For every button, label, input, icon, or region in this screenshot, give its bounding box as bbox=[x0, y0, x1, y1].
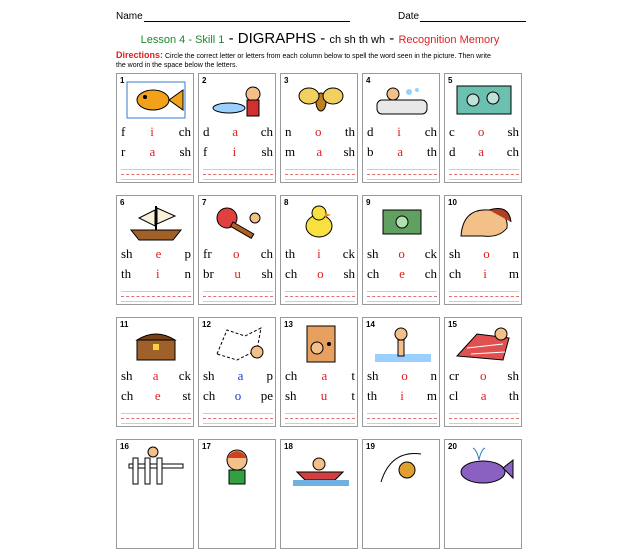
shut-picture bbox=[289, 324, 351, 364]
letter-row bbox=[285, 246, 355, 262]
letter-choice[interactable]: r bbox=[121, 144, 126, 159]
whip-picture bbox=[371, 446, 433, 486]
worksheet-cell bbox=[280, 317, 358, 427]
letter-choice[interactable]: f bbox=[121, 124, 126, 139]
cell-number: 9 bbox=[366, 198, 371, 207]
letter-choice[interactable]: ch bbox=[424, 124, 437, 139]
write-line[interactable] bbox=[203, 423, 273, 424]
cloth-picture bbox=[453, 324, 515, 364]
letter-row bbox=[121, 266, 191, 282]
cell-number: 1 bbox=[120, 76, 125, 85]
write-line[interactable] bbox=[367, 413, 437, 414]
letter-choice[interactable]: th bbox=[508, 388, 519, 403]
vowel-choice[interactable]: i bbox=[232, 144, 237, 159]
worksheet-cell bbox=[362, 73, 440, 183]
write-line[interactable] bbox=[285, 291, 355, 292]
letter-choice[interactable]: d bbox=[449, 144, 456, 159]
vowel-choice[interactable]: i bbox=[400, 388, 404, 403]
fish-picture bbox=[125, 80, 187, 120]
letter-row bbox=[449, 144, 519, 160]
cell-number: 7 bbox=[202, 198, 207, 207]
worksheet-cell bbox=[362, 195, 440, 305]
letter-choice[interactable]: p bbox=[184, 246, 191, 261]
title-separator: - bbox=[385, 30, 399, 47]
chin-picture bbox=[453, 202, 515, 242]
letter-choice[interactable]: ch bbox=[285, 266, 298, 281]
vowel-choice[interactable]: o bbox=[477, 124, 485, 139]
worksheet-cell bbox=[444, 317, 522, 427]
letter-choice[interactable]: sh bbox=[121, 368, 133, 383]
letter-row bbox=[285, 266, 355, 282]
vowel-choice[interactable]: a bbox=[237, 368, 244, 383]
vowel-choice[interactable]: o bbox=[317, 266, 324, 281]
shape-picture bbox=[207, 324, 269, 364]
worksheet-cell bbox=[280, 73, 358, 183]
letter-choice[interactable]: t bbox=[351, 388, 355, 403]
write-line[interactable] bbox=[449, 296, 519, 297]
vowel-choice[interactable]: o bbox=[314, 124, 322, 139]
write-line[interactable] bbox=[203, 169, 273, 170]
name-label: Name bbox=[116, 11, 143, 22]
write-line[interactable] bbox=[121, 291, 191, 292]
write-line[interactable] bbox=[367, 174, 437, 175]
write-line[interactable] bbox=[203, 413, 273, 414]
vowel-choice[interactable]: o bbox=[232, 246, 240, 261]
letter-row bbox=[449, 124, 519, 140]
letter-choice[interactable]: p bbox=[266, 368, 273, 383]
write-line[interactable] bbox=[203, 418, 273, 419]
write-line[interactable] bbox=[449, 301, 519, 302]
cell-number: 20 bbox=[448, 442, 457, 451]
write-line[interactable] bbox=[285, 296, 355, 297]
cash-picture bbox=[453, 80, 515, 120]
letter-choice[interactable]: br bbox=[203, 266, 214, 281]
worksheet-cell bbox=[362, 317, 440, 427]
letter-row bbox=[449, 246, 519, 262]
letter-choice[interactable]: sh bbox=[343, 144, 355, 159]
letter-choice[interactable]: st bbox=[182, 388, 191, 403]
cell-number: 19 bbox=[366, 442, 375, 451]
letter-row bbox=[121, 144, 191, 160]
cell-number: 18 bbox=[284, 442, 293, 451]
check-picture bbox=[371, 202, 433, 242]
cell-number: 14 bbox=[366, 320, 375, 329]
write-line[interactable] bbox=[449, 179, 519, 180]
write-line[interactable] bbox=[121, 179, 191, 180]
write-line[interactable] bbox=[285, 301, 355, 302]
write-line[interactable] bbox=[367, 301, 437, 302]
letter-row bbox=[367, 124, 437, 140]
vowel-choice[interactable]: i bbox=[397, 124, 401, 139]
cell-number: 4 bbox=[366, 76, 371, 85]
cell-number: 3 bbox=[284, 76, 289, 85]
letter-choice[interactable]: ch bbox=[285, 368, 298, 383]
letter-row bbox=[203, 266, 273, 282]
letter-choice[interactable]: ch bbox=[424, 266, 437, 281]
letter-choice[interactable]: sh bbox=[507, 368, 519, 383]
write-line[interactable] bbox=[367, 418, 437, 419]
write-line[interactable] bbox=[367, 179, 437, 180]
write-line[interactable] bbox=[367, 423, 437, 424]
page-title bbox=[0, 30, 640, 48]
vowel-choice[interactable]: a bbox=[480, 388, 487, 403]
letter-choice[interactable]: pe bbox=[260, 388, 273, 403]
letter-choice[interactable]: sh bbox=[285, 388, 297, 403]
cell-number: 12 bbox=[202, 320, 211, 329]
worksheet-cell bbox=[280, 195, 358, 305]
letter-choice[interactable]: n bbox=[184, 266, 191, 281]
directions-label: Directions: bbox=[116, 50, 164, 60]
cell-number: 5 bbox=[448, 76, 453, 85]
title-separator: - bbox=[316, 30, 330, 47]
cell-number: 16 bbox=[120, 442, 129, 451]
letter-choice[interactable]: sh bbox=[261, 266, 273, 281]
letter-row bbox=[367, 246, 437, 262]
write-line[interactable] bbox=[121, 301, 191, 302]
letter-choice[interactable]: m bbox=[426, 388, 437, 403]
cell-number: 11 bbox=[120, 320, 129, 329]
write-line[interactable] bbox=[121, 423, 191, 424]
directions bbox=[116, 51, 496, 70]
letter-choice[interactable]: sh bbox=[179, 144, 191, 159]
letter-choice[interactable]: n bbox=[285, 124, 292, 139]
worksheet-cell bbox=[198, 73, 276, 183]
letter-choice[interactable]: sh bbox=[507, 124, 519, 139]
date-field[interactable] bbox=[398, 11, 526, 22]
letter-choice[interactable]: c bbox=[449, 124, 455, 139]
vowel-choice[interactable]: i bbox=[150, 124, 154, 139]
vowel-choice[interactable]: u bbox=[234, 266, 241, 281]
letter-row bbox=[367, 388, 437, 404]
letter-row bbox=[203, 246, 273, 262]
letter-choice[interactable]: ch bbox=[178, 124, 191, 139]
letter-choice[interactable]: sh bbox=[203, 368, 215, 383]
letter-choice[interactable]: cl bbox=[449, 388, 459, 403]
letter-choice[interactable]: cr bbox=[449, 368, 460, 383]
dish-picture bbox=[207, 80, 269, 120]
letter-choice[interactable]: fr bbox=[203, 246, 212, 261]
vowel-choice[interactable]: o bbox=[483, 246, 490, 261]
write-line[interactable] bbox=[285, 174, 355, 175]
cell-number: 6 bbox=[120, 198, 125, 207]
write-line[interactable] bbox=[449, 174, 519, 175]
letter-row bbox=[449, 368, 519, 384]
letter-choice[interactable]: th bbox=[344, 124, 355, 139]
letter-row bbox=[449, 388, 519, 404]
worksheet-cell bbox=[362, 439, 440, 549]
date-rule[interactable] bbox=[420, 11, 526, 22]
vowel-choice[interactable]: a bbox=[232, 124, 238, 139]
vowel-choice[interactable]: o bbox=[234, 388, 242, 403]
name-rule[interactable] bbox=[144, 11, 350, 22]
bath-picture bbox=[371, 80, 433, 120]
write-line[interactable] bbox=[449, 423, 519, 424]
letter-choice[interactable]: t bbox=[351, 368, 355, 383]
ship-picture bbox=[125, 202, 187, 242]
chest-picture bbox=[125, 324, 187, 364]
worksheet-cell bbox=[116, 317, 194, 427]
vowel-choice[interactable]: i bbox=[317, 246, 321, 261]
letter-choice[interactable]: d bbox=[367, 124, 374, 139]
title-mode: Recognition Memory bbox=[398, 34, 500, 46]
vowel-choice[interactable]: o bbox=[401, 368, 408, 383]
letter-row bbox=[121, 368, 191, 384]
letter-choice[interactable]: ck bbox=[342, 246, 355, 261]
write-line[interactable] bbox=[203, 291, 273, 292]
letter-choice[interactable]: n bbox=[430, 368, 437, 383]
letter-choice[interactable]: m bbox=[285, 144, 296, 159]
moth-picture bbox=[289, 80, 351, 120]
letter-row bbox=[367, 266, 437, 282]
chick-picture bbox=[289, 202, 351, 242]
cell-number: 10 bbox=[448, 198, 457, 207]
letter-choice[interactable]: sh bbox=[367, 246, 379, 261]
write-line[interactable] bbox=[203, 179, 273, 180]
worksheet-cell bbox=[116, 195, 194, 305]
write-line[interactable] bbox=[367, 291, 437, 292]
worksheet-cell bbox=[444, 73, 522, 183]
worksheet-cell bbox=[444, 195, 522, 305]
name-field[interactable] bbox=[116, 11, 350, 22]
letter-choice[interactable]: sh bbox=[261, 144, 273, 159]
write-line[interactable] bbox=[121, 418, 191, 419]
letter-choice[interactable]: ck bbox=[178, 368, 191, 383]
vowel-choice[interactable]: u bbox=[320, 388, 328, 403]
letter-choice[interactable]: sh bbox=[449, 246, 461, 261]
letter-row bbox=[203, 124, 273, 140]
letter-choice[interactable]: ch bbox=[260, 246, 273, 261]
write-line[interactable] bbox=[285, 169, 355, 170]
worksheet-cell bbox=[280, 439, 358, 549]
write-line[interactable] bbox=[285, 418, 355, 419]
vowel-choice[interactable]: e bbox=[154, 388, 161, 403]
letter-choice[interactable]: ch bbox=[367, 266, 380, 281]
letter-row bbox=[285, 144, 355, 160]
brush-picture bbox=[207, 202, 269, 242]
letter-choice[interactable]: n bbox=[512, 246, 519, 261]
letter-row bbox=[285, 124, 355, 140]
letter-choice[interactable]: ch bbox=[203, 388, 216, 403]
title-main: DIGRAPHS bbox=[237, 30, 317, 47]
fence-picture bbox=[125, 446, 187, 486]
letter-choice[interactable]: th bbox=[285, 246, 296, 261]
girl-picture bbox=[207, 446, 269, 486]
letter-row bbox=[203, 368, 273, 384]
letter-choice[interactable]: th bbox=[367, 388, 378, 403]
write-line[interactable] bbox=[367, 169, 437, 170]
letter-choice[interactable]: sh bbox=[121, 246, 133, 261]
write-line[interactable] bbox=[203, 296, 273, 297]
letter-row bbox=[121, 388, 191, 404]
vowel-choice[interactable]: e bbox=[155, 246, 162, 261]
letter-choice[interactable]: d bbox=[203, 124, 210, 139]
vowel-choice[interactable]: i bbox=[156, 266, 160, 281]
boat-picture bbox=[289, 446, 351, 486]
letter-choice[interactable]: b bbox=[367, 144, 374, 159]
write-line[interactable] bbox=[203, 174, 273, 175]
letter-choice[interactable]: th bbox=[426, 144, 437, 159]
letter-row bbox=[285, 388, 355, 404]
write-line[interactable] bbox=[285, 413, 355, 414]
lesson-label: Lesson 4 - Skill 1 bbox=[140, 34, 225, 46]
cell-number: 2 bbox=[202, 76, 207, 85]
write-line[interactable] bbox=[449, 418, 519, 419]
vowel-choice[interactable]: a bbox=[152, 368, 159, 383]
write-line[interactable] bbox=[285, 179, 355, 180]
letter-choice[interactable]: m bbox=[508, 266, 519, 281]
letter-row bbox=[121, 124, 191, 140]
letter-row bbox=[367, 144, 437, 160]
letter-row bbox=[203, 388, 273, 404]
vowel-choice[interactable]: a bbox=[478, 144, 484, 159]
write-line[interactable] bbox=[449, 291, 519, 292]
letter-choice[interactable]: ck bbox=[424, 246, 437, 261]
vowel-choice[interactable]: i bbox=[483, 266, 487, 281]
letter-row bbox=[203, 144, 273, 160]
write-line[interactable] bbox=[285, 423, 355, 424]
letter-choice[interactable]: ch bbox=[121, 388, 134, 403]
write-line[interactable] bbox=[203, 301, 273, 302]
worksheet-cell bbox=[444, 439, 522, 549]
write-line[interactable] bbox=[449, 169, 519, 170]
whale-picture bbox=[453, 446, 515, 486]
date-label: Date bbox=[398, 11, 420, 22]
vowel-choice[interactable]: e bbox=[399, 266, 405, 281]
vowel-choice[interactable]: a bbox=[149, 144, 156, 159]
cell-number: 13 bbox=[284, 320, 293, 329]
letter-choice[interactable]: th bbox=[121, 266, 132, 281]
vowel-choice[interactable]: o bbox=[480, 368, 487, 383]
letter-choice[interactable]: ch bbox=[506, 144, 519, 159]
write-line[interactable] bbox=[367, 296, 437, 297]
write-line[interactable] bbox=[121, 174, 191, 175]
cell-number: 17 bbox=[202, 442, 211, 451]
write-line[interactable] bbox=[121, 296, 191, 297]
vowel-choice[interactable]: o bbox=[398, 246, 405, 261]
worksheet-cell bbox=[116, 439, 194, 549]
worksheet-grid bbox=[116, 73, 526, 493]
directions-text: Circle the correct letter or letters from each column below to spell the word seen in the picture. Then write the word in the space below the letters. bbox=[116, 53, 491, 69]
worksheet-cell bbox=[198, 439, 276, 549]
letter-row bbox=[367, 368, 437, 384]
worksheet-cell bbox=[198, 195, 276, 305]
worksheet-cell bbox=[116, 73, 194, 183]
write-line[interactable] bbox=[449, 413, 519, 414]
cell-number: 15 bbox=[448, 320, 457, 329]
letter-choice[interactable]: ch bbox=[449, 266, 462, 281]
letter-row bbox=[449, 266, 519, 282]
vowel-choice[interactable]: a bbox=[321, 368, 328, 383]
letter-row bbox=[121, 246, 191, 262]
vowel-choice[interactable]: a bbox=[316, 144, 323, 159]
letter-choice[interactable]: f bbox=[203, 144, 208, 159]
letter-choice[interactable]: sh bbox=[367, 368, 379, 383]
thin-picture bbox=[371, 324, 433, 364]
worksheet-cell bbox=[198, 317, 276, 427]
letter-choice[interactable]: sh bbox=[343, 266, 355, 281]
cell-number: 8 bbox=[284, 198, 289, 207]
title-digraphs: ch sh th wh bbox=[329, 34, 386, 46]
vowel-choice[interactable]: a bbox=[397, 144, 404, 159]
write-line[interactable] bbox=[121, 413, 191, 414]
letter-row bbox=[285, 368, 355, 384]
title-separator: - bbox=[224, 30, 238, 47]
write-line[interactable] bbox=[121, 169, 191, 170]
letter-choice[interactable]: ch bbox=[260, 124, 273, 139]
